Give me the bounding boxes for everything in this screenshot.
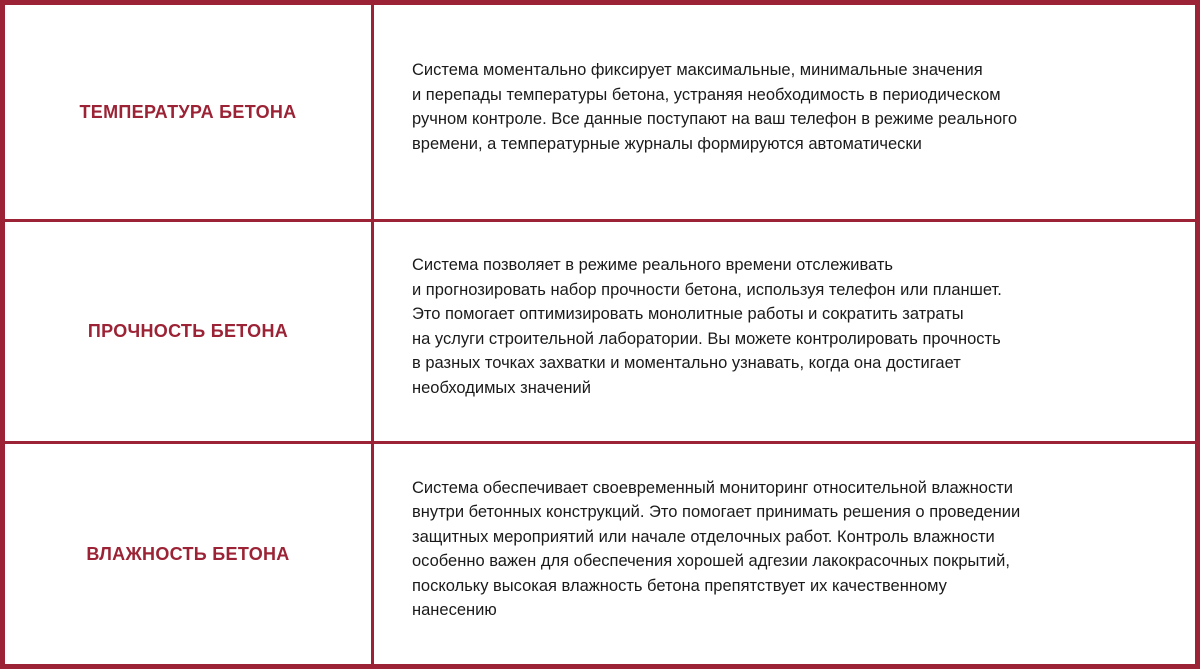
row-label-strength: ПРОЧНОСТЬ БЕТОНА [87,321,289,341]
row-label-humidity: ВЛАЖНОСТЬ БЕТОНА [86,543,290,564]
row-description-cell-humidity [374,444,1195,664]
row-description-cell-strength [374,222,1195,444]
row-description-temperature: Система моментально фиксирует максимальные, минимальные значения и перепады температуры бетона, устраняя необходимость в периодическом ручном контроле. Все данные поступают на ваш телефон в режиме реального времени, а температурные журналы формируются автоматически [412,61,1018,153]
row-label-cell-humidity [5,444,374,664]
row-label-temperature: ТЕМПЕРАТУРА БЕТОНА [79,101,297,122]
row-label-cell-strength [5,222,374,444]
row-description-strength: Система позволяет в режиме реального времени отслеживать и прогнозировать набор прочности бетона, используя телефон или планшет. Это помогает оптимизировать монолитные работы и сократить затраты на услуги строительной лаборатории. Вы можете контролировать прочность в разных точках захватки и моментально узнавать, когда она достигает необходимых значений [412,256,1002,397]
row-description-cell-temperature [374,5,1195,222]
row-label-cell-temperature [5,5,374,222]
row-description-humidity: Система обеспечивает своевременный мониторинг относительной влажности внутри бетонных конструкций. Это помогает принимать решения о проведении защитных мероприятий или начале отделочных работ. Контроль влажности особенно важен для обеспечения хорошей адгезии лакокрасочных покрытий, поскольку высокая влажность бетона препятствует их качественному нанесению [412,478,1021,619]
